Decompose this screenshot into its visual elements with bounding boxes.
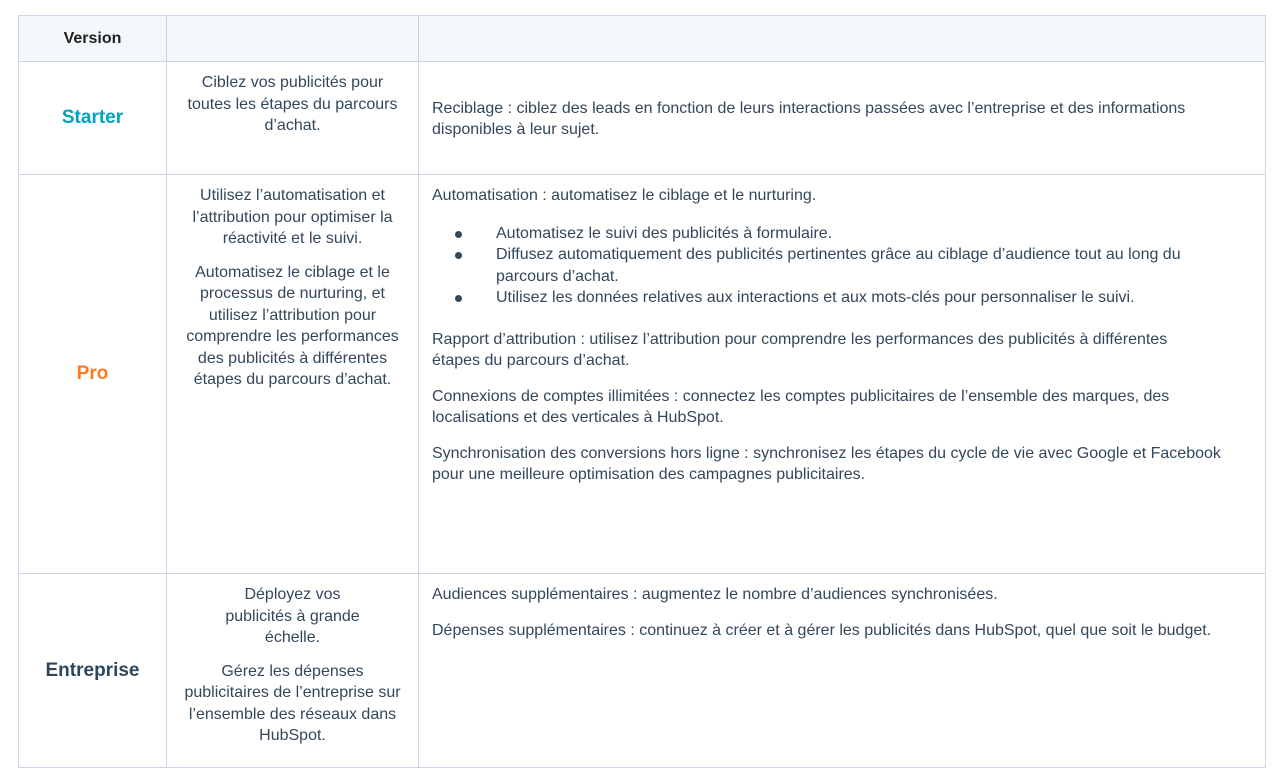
feature-paragraph: Rapport d’attribution : utilisez l’attribution pour comprendre les performances des publicités à différentes étapes du parcours d’achat. [432, 330, 1168, 369]
tier-starter: Starter [19, 62, 167, 175]
description-pro [167, 175, 419, 574]
feature-paragraph: Connexions de comptes illimitées : connectez les comptes publicitaires de l’ensemble des marques, des localisations et des verticales à HubSpot. [432, 387, 1170, 426]
feature-paragraph: Synchronisation des conversions hors ligne : synchronisez les étapes du cycle de vie avec Google et Facebook pour une meilleure optimisation des campagnes publicitaires. [432, 444, 1221, 483]
table-row-entreprise [19, 574, 1266, 768]
feature-paragraph: Automatisation : automatisez le ciblage et le nurturing. [432, 187, 817, 204]
description-paragraph: Ciblez vos publicités pour toutes les étapes du parcours d’achat. [187, 74, 398, 134]
feature-paragraph: Dépenses supplémentaires : continuez à créer et à gérer les publicités dans HubSpot, quel que soit le budget. [432, 621, 1212, 639]
table-row-pro [19, 175, 1266, 574]
table-row-starter [19, 62, 1266, 175]
description-paragraph: Automatisez le ciblage et le processus de nurturing, et utilisez l’attribution pour comprendre les performances des publicités à différentes étapes du parcours d’achat. [186, 263, 399, 388]
features-starter [419, 62, 1266, 175]
description-paragraph: Utilisez l’automatisation et l’attribution pour optimiser la réactivité et le suivi. [192, 187, 393, 247]
feature-bullet-list [432, 223, 1251, 309]
description-paragraph: Gérez les dépenses publicitaires de l’entreprise sur l’ensemble des réseaux dans HubSpot. [184, 662, 401, 744]
description-paragraph: Déployez vos publicités à grande échelle. [225, 586, 360, 646]
tier-pro: Pro [19, 175, 167, 574]
feature-bullet: Diffusez automatiquement des publicités pertinentes grâce au ciblage d’audience tout au long du parcours d’achat. [496, 244, 1251, 287]
features-pro [419, 175, 1266, 574]
pricing-table-container [18, 15, 1265, 768]
header-description [167, 16, 419, 62]
header-features [419, 16, 1266, 62]
feature-bullet: Utilisez les données relatives aux interactions et aux mots-clés pour personnaliser le suivi. [496, 287, 1251, 309]
feature-paragraph: Audiences supplémentaires : augmentez le nombre d’audiences synchronisées. [432, 586, 998, 603]
tier-entreprise: Entreprise [19, 574, 167, 768]
table-header-row [19, 16, 1266, 62]
feature-bullet: Automatisez le suivi des publicités à formulaire. [496, 223, 1251, 245]
description-entreprise [167, 574, 419, 768]
pricing-table [18, 15, 1266, 768]
header-version: Version [19, 16, 167, 62]
feature-paragraph: Reciblage : ciblez des leads en fonction de leurs interactions passées avec l’entreprise et des informations disponibles à leur sujet. [432, 99, 1186, 138]
features-entreprise [419, 574, 1266, 768]
description-starter [167, 62, 419, 175]
